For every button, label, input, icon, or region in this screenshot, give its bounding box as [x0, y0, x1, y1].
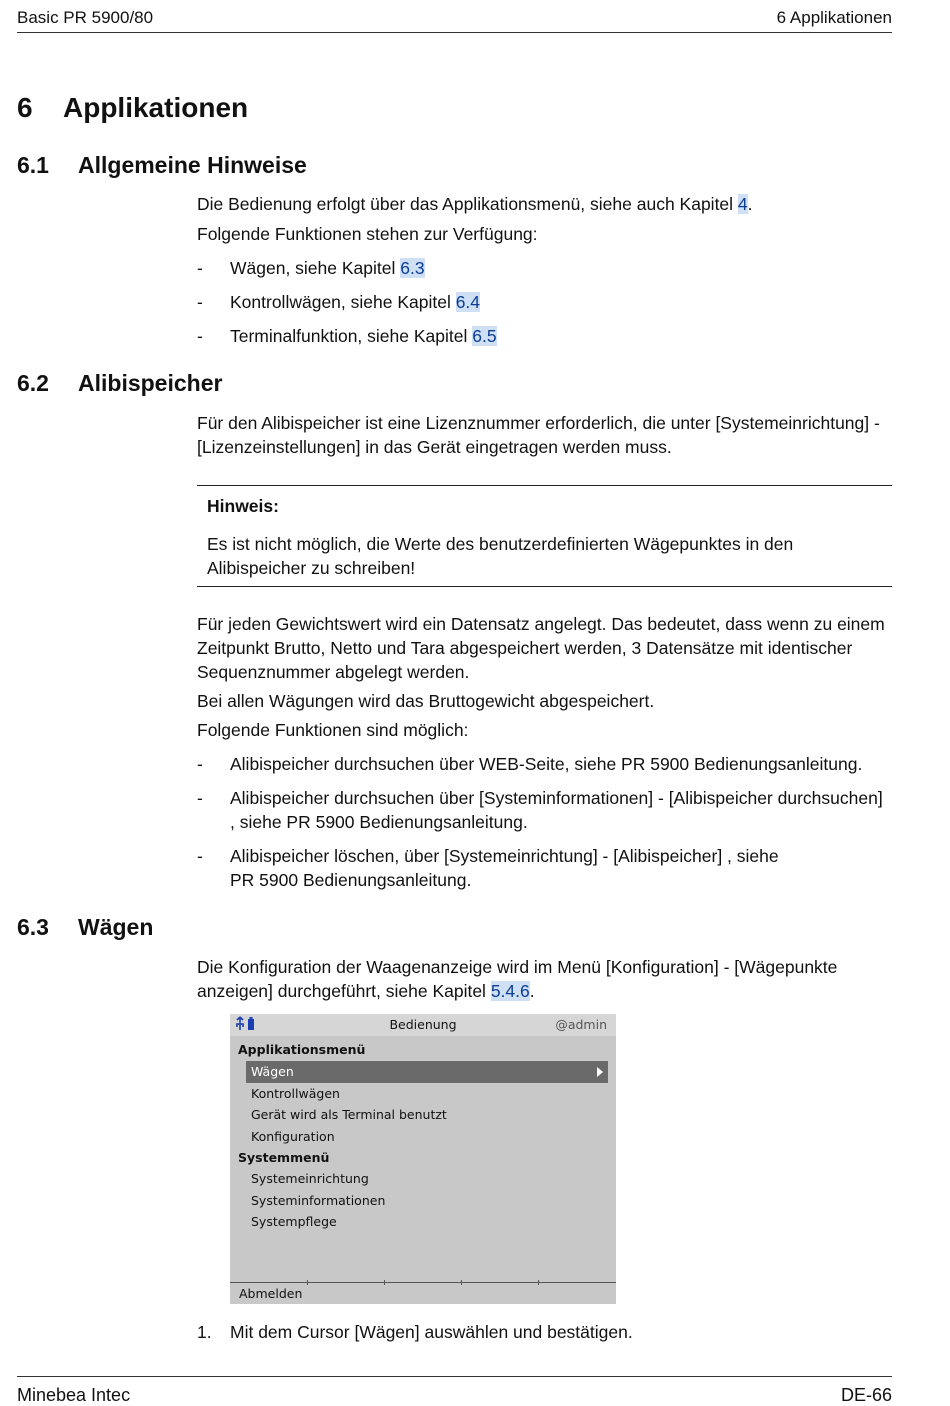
page-header: [17, 6, 892, 33]
page-footer: [17, 1376, 892, 1405]
link-kapitel-6-5[interactable]: 6.5: [472, 326, 497, 346]
menu-group-applikationsmenu: Applikationsmenü: [238, 1042, 366, 1057]
menu-group-systemmenu: Systemmenü: [238, 1150, 330, 1165]
paragraph: Für jeden Gewichtswert wird ein Datensatz angelegt. Das bedeutet, dass wenn zu einem Zeitpunkt Brutto, Netto und Tara abgespeichert werden, 3 Datensätze mit identischer Sequenznummer abgelegt werden.: [197, 614, 885, 682]
section-heading-6-2: 6.2 Alibispeicher: [17, 370, 223, 396]
menu-item-konfiguration[interactable]: Konfiguration: [251, 1129, 335, 1144]
footer-company: Minebea Intec: [17, 1385, 131, 1405]
menu-item-waegen-selected[interactable]: Wägen: [246, 1061, 608, 1083]
note-title: Hinweis:: [207, 496, 279, 516]
header-chapter: 6 Applikationen: [776, 8, 892, 27]
note-body: Es ist nicht möglich, die Werte des benutzerdefinierten Wägepunktes in den Alibispeicher zu schreiben!: [207, 534, 794, 578]
softkey-abmelden[interactable]: Abmelden: [239, 1286, 303, 1301]
paragraph: Die Bedienung erfolgt über das Applikationsmenü, siehe auch Kapitel 4.: [197, 194, 753, 214]
paragraph: Folgende Funktionen sind möglich:: [197, 720, 469, 740]
section-heading-6-1: 6.1 Allgemeine Hinweise: [17, 152, 307, 178]
menu-item-systeminformationen[interactable]: Systeminformationen: [251, 1193, 386, 1208]
link-kapitel-6-3[interactable]: 6.3: [400, 258, 425, 278]
screen-title-bar: [230, 1014, 616, 1036]
screen-user: @admin: [555, 1017, 607, 1032]
chapter-heading: 6 Applikationen: [17, 92, 249, 123]
link-kapitel-4[interactable]: 4: [737, 194, 748, 214]
link-kapitel-6-4[interactable]: 6.4: [455, 292, 481, 312]
page-number: DE-66: [840, 1385, 892, 1405]
menu-item-systemeinrichtung[interactable]: Systemeinrichtung: [251, 1171, 369, 1186]
softkey-bar: [230, 1282, 616, 1305]
section-heading-6-3: 6.3 Wägen: [17, 914, 154, 940]
paragraph: Bei allen Wägungen wird das Bruttogewicht abgespeichert.: [197, 691, 655, 711]
device-screen: [230, 1014, 616, 1304]
paragraph: Folgende Funktionen stehen zur Verfügung:: [197, 224, 538, 244]
arrow-right-icon: [597, 1067, 603, 1077]
menu-item-kontrollwaegen[interactable]: Kontrollwägen: [251, 1086, 340, 1101]
link-kapitel-5-4-6[interactable]: 5.4.6: [490, 981, 530, 1001]
menu-item-terminal[interactable]: Gerät wird als Terminal benutzt: [251, 1107, 447, 1122]
paragraph: Für den Alibispeicher ist eine Lizenznummer erforderlich, die unter [Systemeinrichtung] - [Lizenzeinstellungen] in das Gerät eingetragen werden muss.: [197, 413, 880, 457]
note-box: [197, 485, 892, 587]
screen-title: Bedienung: [389, 1017, 457, 1032]
menu-item-systempflege[interactable]: Systempflege: [251, 1214, 337, 1229]
header-doc-title: Basic PR 5900/80: [17, 8, 154, 27]
paragraph: Die Konfiguration der Waagenanzeige wird im Menü [Konfiguration] - [Wägepunkte anzeigen] durchgeführt, siehe Kapitel 5.4.6.: [197, 957, 838, 1001]
